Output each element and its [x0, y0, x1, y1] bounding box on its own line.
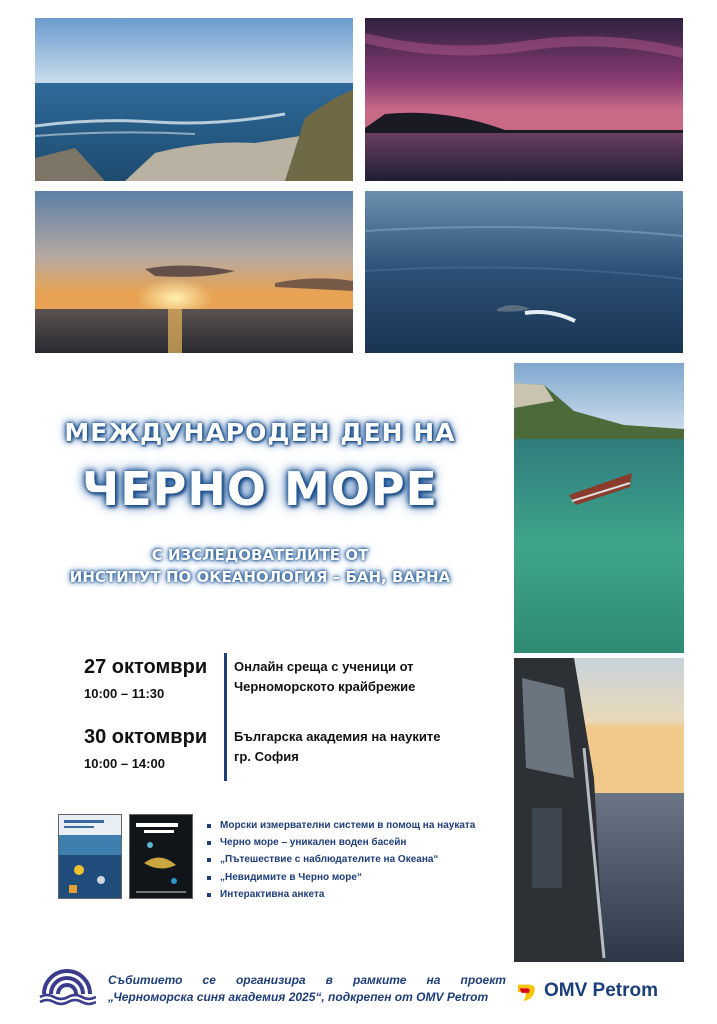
event-time-1: 10:00 – 11:30 — [84, 686, 165, 701]
topics-list — [206, 817, 475, 903]
boat-green-water-photo — [514, 363, 684, 653]
footer-word: проект — [460, 973, 506, 987]
subtitle-line-2: ИНСТИТУТ ПО ОКЕАНОЛОГИЯ – БАН, ВАРНА — [69, 568, 451, 586]
topic-item: „Пътешествие с наблюдателите на Океана“ — [206, 851, 475, 868]
event-date-1: 27 октомври — [84, 656, 208, 678]
footer-word: на — [426, 973, 441, 987]
book-cover-invisibles-black-sea — [129, 814, 193, 899]
omv-petrom-wordmark: OMV Petrom — [544, 980, 659, 1001]
footer-word: Събитието — [108, 973, 183, 987]
institute-of-oceanology-logo — [38, 966, 96, 1006]
subtitle-line-1: С ИЗСЛЕДОВАТЕЛИТЕ ОТ — [151, 546, 369, 564]
event-description-1-line-2: Черноморското крайбрежие — [234, 679, 416, 694]
footer-line-1 — [108, 972, 506, 989]
topic-item: Интерактивна анкета — [206, 886, 475, 903]
headline-line-2: ЧЕРНО МОРЕ — [82, 462, 438, 516]
footer-word: в — [325, 973, 333, 987]
topic-item: Морски измервателни системи в помощ на науката — [206, 817, 475, 834]
dolphin-photo — [365, 191, 683, 353]
events-divider — [224, 653, 227, 781]
event-description-1-line-1: Онлайн среща с ученици от — [234, 659, 414, 674]
footer-word: рамките — [352, 973, 407, 987]
event-description-2-line-2: гр. София — [234, 749, 299, 764]
purple-sunset-bay-photo — [365, 18, 683, 181]
footer-word: организира — [235, 973, 306, 987]
omv-petrom-logo — [516, 978, 686, 1006]
footer-note — [108, 972, 506, 1006]
topic-item: „Невидимите в Черно море“ — [206, 869, 475, 886]
golden-sunset-photo — [35, 191, 353, 353]
ship-deck-photo — [514, 658, 684, 962]
rocky-coast-photo — [35, 18, 353, 181]
book-cover-measurement-systems — [58, 814, 122, 899]
event-description-1 — [234, 657, 415, 697]
footer-word: се — [202, 973, 216, 987]
event-description-2 — [234, 727, 440, 767]
headline-line-1: МЕЖДУНАРОДЕН ДЕН НА — [64, 418, 456, 447]
event-date-2: 30 октомври — [84, 726, 208, 748]
omv-drop-icon — [516, 981, 538, 1003]
event-time-2: 10:00 – 14:00 — [84, 756, 165, 771]
event-description-2-line-1: Българска академия на науките — [234, 729, 441, 744]
footer-line-2: „Черноморска синя академия 2025“, подкрепен от OMV Petrom — [108, 990, 489, 1004]
topic-item: Черно море – уникален воден басейн — [206, 834, 475, 851]
